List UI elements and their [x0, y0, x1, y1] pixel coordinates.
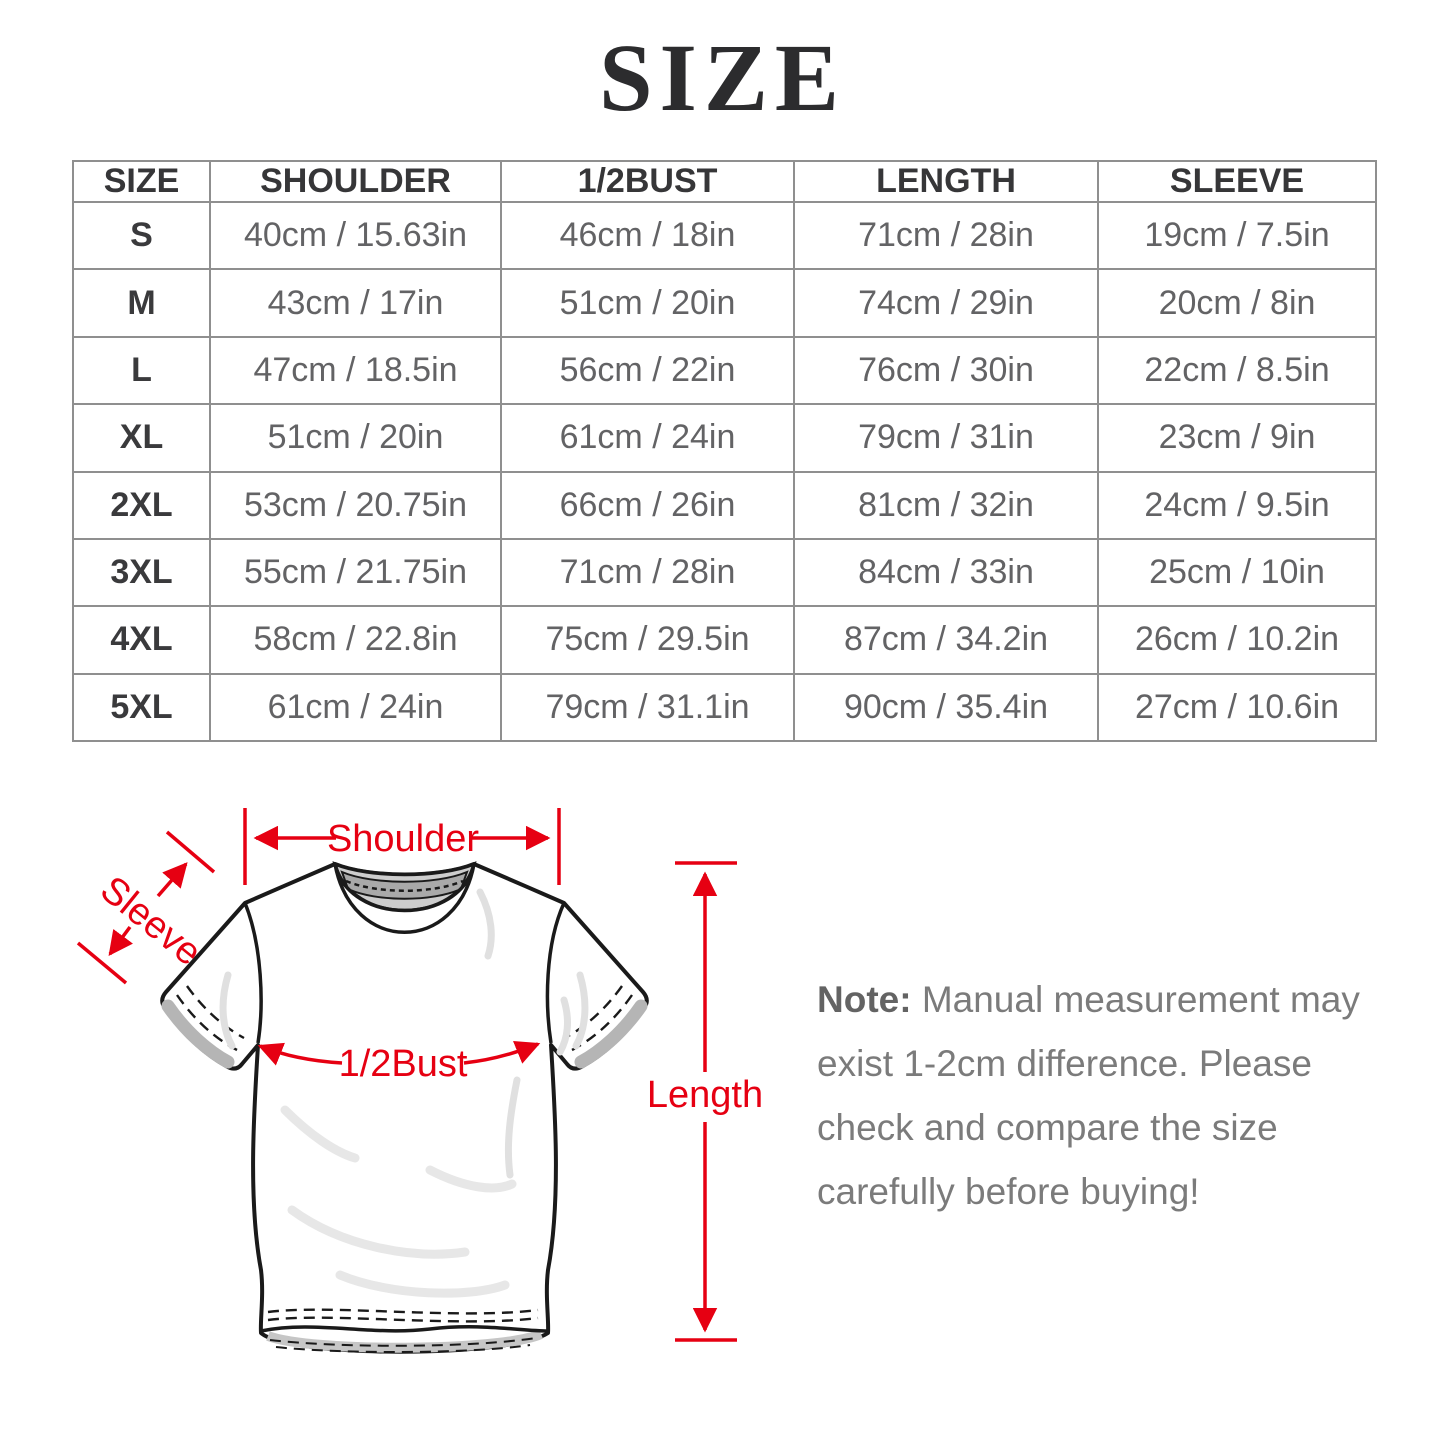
cell-sleeve: 20cm / 8in	[1098, 269, 1376, 336]
half-bust-label: 1/2Bust	[338, 1043, 468, 1085]
table-row-5xl	[73, 674, 1376, 741]
note-line: carefully before buying!	[817, 1171, 1200, 1212]
cell-shoulder: 55cm / 21.75in	[210, 539, 501, 606]
cell-length: 90cm / 35.4in	[794, 674, 1098, 741]
cell-sleeve: 24cm / 9.5in	[1098, 472, 1376, 539]
cell-size: L	[73, 337, 210, 404]
cell-shoulder: 43cm / 17in	[210, 269, 501, 336]
cell-length: 79cm / 31in	[794, 404, 1098, 471]
length-label: Length	[646, 1074, 764, 1116]
cell-length: 87cm / 34.2in	[794, 606, 1098, 673]
cell-length: 84cm / 33in	[794, 539, 1098, 606]
tshirt-measurement-diagram	[40, 780, 800, 1440]
cell-sleeve: 23cm / 9in	[1098, 404, 1376, 471]
cell-size: S	[73, 202, 210, 269]
cell-sleeve: 26cm / 10.2in	[1098, 606, 1376, 673]
cell-shoulder: 53cm / 20.75in	[210, 472, 501, 539]
note-line: check and compare the size	[817, 1107, 1278, 1148]
cell-size: 2XL	[73, 472, 210, 539]
cell-size: 4XL	[73, 606, 210, 673]
table-row-xl	[73, 404, 1376, 471]
cell-halfbust: 56cm / 22in	[501, 337, 794, 404]
tshirt-illustration	[162, 864, 647, 1352]
length-measure-arrow	[647, 863, 763, 1340]
cell-shoulder: 51cm / 20in	[210, 404, 501, 471]
cell-size: 5XL	[73, 674, 210, 741]
cell-halfbust: 75cm / 29.5in	[501, 606, 794, 673]
cell-shoulder: 61cm / 24in	[210, 674, 501, 741]
cell-length: 81cm / 32in	[794, 472, 1098, 539]
note-line	[817, 968, 1392, 1032]
note-line: exist 1-2cm difference. Please	[817, 1043, 1312, 1084]
table-row-2xl	[73, 472, 1376, 539]
table-row-4xl	[73, 606, 1376, 673]
cell-sleeve: 22cm / 8.5in	[1098, 337, 1376, 404]
cell-halfbust: 79cm / 31.1in	[501, 674, 794, 741]
cell-sleeve: 19cm / 7.5in	[1098, 202, 1376, 269]
sleeve-label: Sleeve	[92, 868, 210, 975]
table-row-3xl	[73, 539, 1376, 606]
cell-sleeve: 27cm / 10.6in	[1098, 674, 1376, 741]
header-shoulder: SHOULDER	[210, 161, 501, 202]
size-table	[72, 160, 1377, 742]
page-title: SIZE	[599, 24, 846, 131]
sleeve-measure-arrow	[78, 832, 214, 983]
cell-shoulder: 40cm / 15.63in	[210, 202, 501, 269]
header-halfbust: 1/2BUST	[501, 161, 794, 202]
cell-size: XL	[73, 404, 210, 471]
note-text: Manual measurement may	[921, 979, 1360, 1020]
cell-halfbust: 66cm / 26in	[501, 472, 794, 539]
table-row-l	[73, 337, 1376, 404]
cell-length: 76cm / 30in	[794, 337, 1098, 404]
note-label: Note:	[817, 979, 912, 1020]
header-sleeve: SLEEVE	[1098, 161, 1376, 202]
cell-shoulder: 47cm / 18.5in	[210, 337, 501, 404]
table-header-row	[73, 161, 1376, 202]
cell-length: 74cm / 29in	[794, 269, 1098, 336]
cell-halfbust: 61cm / 24in	[501, 404, 794, 471]
cell-size: M	[73, 269, 210, 336]
cell-sleeve: 25cm / 10in	[1098, 539, 1376, 606]
table-row-m	[73, 269, 1376, 336]
shoulder-label: Shoulder	[326, 818, 480, 860]
cell-halfbust: 51cm / 20in	[501, 269, 794, 336]
header-size: SIZE	[73, 161, 210, 202]
cell-length: 71cm / 28in	[794, 202, 1098, 269]
table-row-s	[73, 202, 1376, 269]
cell-size: 3XL	[73, 539, 210, 606]
header-length: LENGTH	[794, 161, 1098, 202]
cell-halfbust: 46cm / 18in	[501, 202, 794, 269]
cell-shoulder: 58cm / 22.8in	[210, 606, 501, 673]
cell-halfbust: 71cm / 28in	[501, 539, 794, 606]
note-block	[817, 968, 1392, 1224]
